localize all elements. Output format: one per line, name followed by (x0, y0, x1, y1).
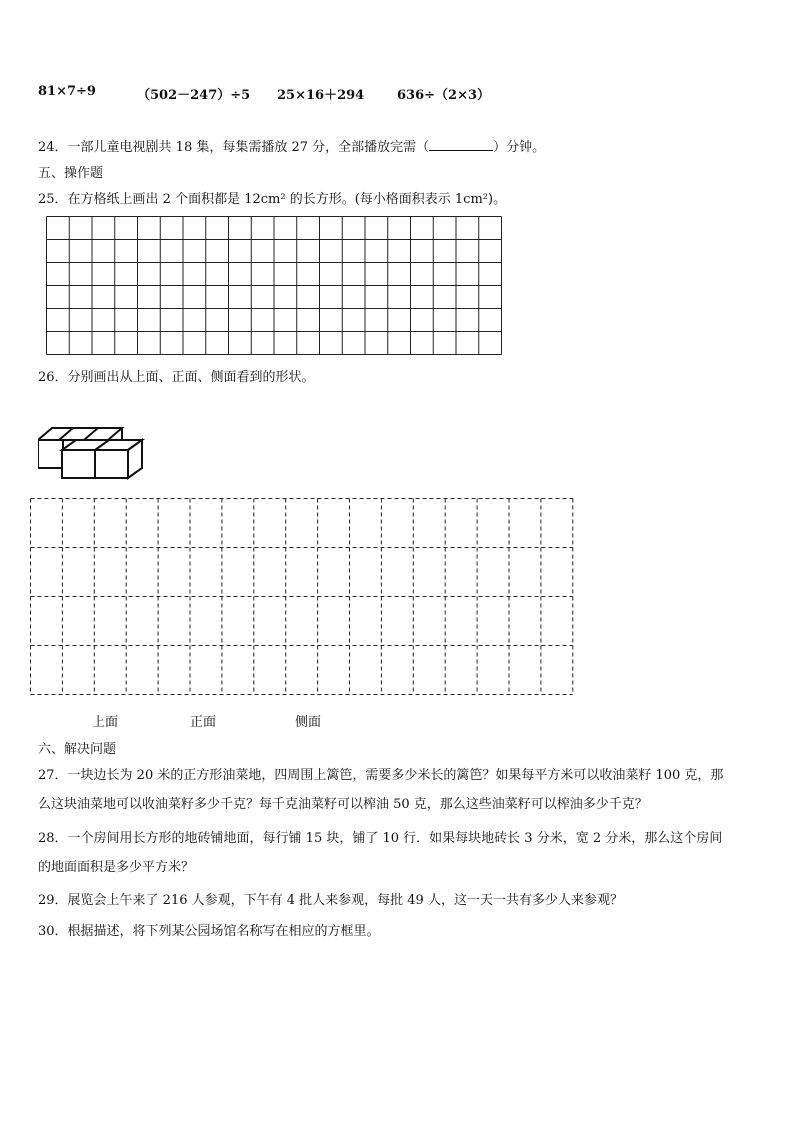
view-label-side: 侧面 (295, 715, 322, 730)
section-5-heading: 五、操作题 (38, 166, 104, 181)
view-label-top: 上面 (92, 715, 119, 730)
back-top-face (38, 428, 122, 440)
question-28-line-1: 28．一个房间用长方形的地砖铺地面，每行铺 15 块，铺了 10 行．如果每块地砖长 3 分米，宽 2 分米，那么这个房间 (38, 831, 723, 846)
section-6-heading: 六、解决问题 (38, 742, 117, 757)
front-cube-2 (95, 450, 128, 478)
calc-expression-2: （502－247）÷5 (137, 88, 251, 103)
back-left-face (38, 440, 63, 468)
question-24 (38, 136, 545, 155)
question-26: 26．分别画出从上面、正面、侧面看到的形状。 (38, 370, 315, 385)
question-29: 29．展览会上午来了 216 人参观，下午有 4 批人来参观，每批 49 人，这一天一共有多少人来参观？ (38, 893, 623, 908)
question-25: 25．在方格纸上画出 2 个面积都是 12cm² 的长方形。(每小格面积表示 1cm²)。 (38, 192, 507, 207)
calc-expression-1: 81×7÷9 (38, 84, 96, 99)
answer-blank[interactable] (429, 138, 493, 151)
question-27-line-1: 27．一块边长为 20 米的正方形油菜地，四周围上篱笆，需要多少米长的篱笆？如果每平方米可以收油菜籽 100 克，那 (38, 768, 724, 783)
question-24-prefix: 24．一部儿童电视剧共 18 集，每集需播放 27 分，全部播放完需（ (38, 140, 430, 155)
front-cube-1 (62, 450, 95, 478)
question-28-line-2: 的地面面积是多少平方米？ (38, 860, 195, 875)
question-24-suffix: ）分钟。 (493, 140, 546, 155)
calc-expression-4: 636÷（2×3） (397, 88, 491, 103)
square-grid-paper[interactable] (46, 216, 504, 356)
dashed-drawing-grid[interactable] (30, 498, 575, 697)
view-label-front: 正面 (190, 715, 217, 730)
question-30: 30．根据描述，将下列某公园场馆名称写在相应的方框里。 (38, 924, 380, 939)
question-27-line-2: 么这块油菜地可以收油菜籽多少千克？每千克油菜籽可以榨油 50 克，那么这些油菜籽可以榨油多少千克？ (38, 797, 648, 812)
cube-stack-figure (38, 422, 148, 480)
calc-expression-3: 25×16＋294 (277, 88, 365, 103)
